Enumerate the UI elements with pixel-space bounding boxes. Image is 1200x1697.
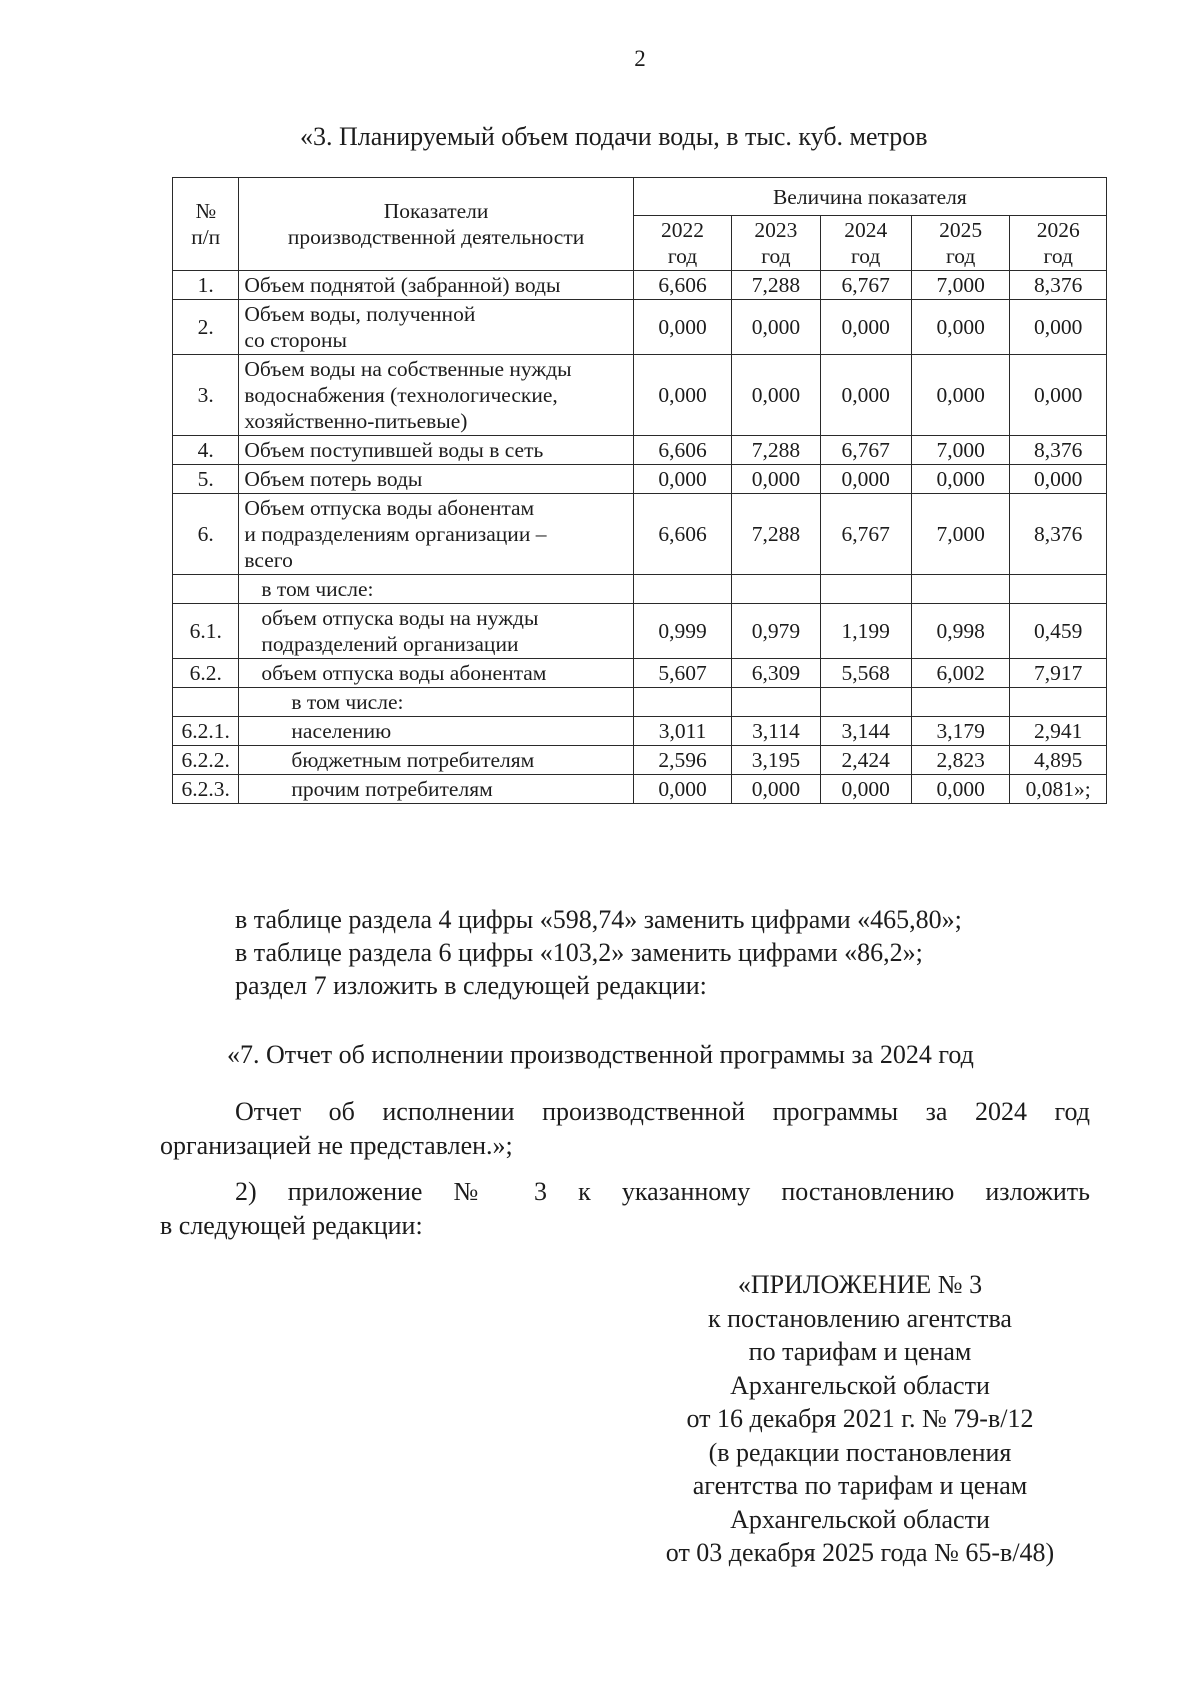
header-year-unit: год bbox=[667, 244, 698, 268]
appendix-line: «ПРИЛОЖЕНИЕ № 3 bbox=[737, 1270, 983, 1299]
row-number: 5. bbox=[173, 465, 239, 494]
row-value-2024: 5,568 bbox=[820, 659, 911, 688]
row-indicator bbox=[239, 746, 633, 775]
row-value-2023: 6,309 bbox=[732, 659, 820, 688]
row-number: 1. bbox=[173, 271, 239, 300]
row-value-2025: 6,002 bbox=[911, 659, 1010, 688]
row-value-2026 bbox=[1010, 688, 1107, 717]
row-indicator-line: со стороны bbox=[244, 328, 347, 352]
row-value-2022: 3,011 bbox=[633, 717, 732, 746]
table-row bbox=[173, 494, 1107, 575]
row-value-2023: 0,000 bbox=[732, 465, 820, 494]
row-value-2024 bbox=[820, 575, 911, 604]
row-number bbox=[173, 575, 239, 604]
row-indicator-line: Объем поднятой (забранной) воды bbox=[244, 273, 561, 297]
row-indicator bbox=[239, 436, 633, 465]
row-value-2024 bbox=[820, 688, 911, 717]
header-indicator-line1: Показатели bbox=[383, 199, 489, 223]
row-value-2022: 0,000 bbox=[633, 775, 732, 804]
row-value-2023: 3,114 bbox=[732, 717, 820, 746]
header-year-value: 2024 bbox=[844, 218, 888, 242]
row-indicator-line: Объем воды на собственные нужды bbox=[244, 357, 572, 381]
row-value-2025: 7,000 bbox=[911, 436, 1010, 465]
row-number: 6.2. bbox=[173, 659, 239, 688]
row-value-2026: 7,917 bbox=[1010, 659, 1107, 688]
row-value-2022: 0,000 bbox=[633, 355, 732, 436]
row-value-2026: 8,376 bbox=[1010, 271, 1107, 300]
amendment-section-7: раздел 7 изложить в следующей редакции: bbox=[235, 971, 707, 1000]
row-value-2025 bbox=[911, 688, 1010, 717]
header-year-unit: год bbox=[851, 244, 881, 268]
row-value-2025 bbox=[911, 575, 1010, 604]
row-value-2023: 7,288 bbox=[732, 494, 820, 575]
table-row bbox=[173, 717, 1107, 746]
section-title: «3. Планируемый объем подачи воды, в тыс. куб. метров bbox=[300, 122, 928, 151]
row-value-2023: 0,979 bbox=[732, 604, 820, 659]
header-num bbox=[173, 178, 239, 271]
row-value-2023: 3,195 bbox=[732, 746, 820, 775]
row-indicator-line: населению bbox=[291, 719, 392, 743]
water-supply-table bbox=[172, 177, 1107, 804]
item2-paragraph-line2: в следующей редакции: bbox=[160, 1211, 423, 1240]
row-value-2023: 7,288 bbox=[732, 436, 820, 465]
table-row bbox=[173, 465, 1107, 494]
row-indicator-line: водоснабжения (технологические, bbox=[244, 383, 558, 407]
row-indicator-line: Объем потерь воды bbox=[244, 467, 423, 491]
header-year-value: 2023 bbox=[754, 218, 798, 242]
header-year-unit: год bbox=[761, 244, 791, 268]
row-value-2023: 0,000 bbox=[732, 355, 820, 436]
row-value-2025: 3,179 bbox=[911, 717, 1010, 746]
row-value-2024: 6,767 bbox=[820, 271, 911, 300]
row-value-2024: 0,000 bbox=[820, 300, 911, 355]
row-value-2026: 4,895 bbox=[1010, 746, 1107, 775]
appendix-line: Архангельской области bbox=[730, 1370, 990, 1400]
row-number: 6.2.3. bbox=[173, 775, 239, 804]
row-indicator-line: в том числе: bbox=[261, 577, 374, 601]
item2-paragraph bbox=[160, 1175, 1090, 1243]
header-year-unit: год bbox=[945, 244, 976, 268]
row-number: 2. bbox=[173, 300, 239, 355]
row-value-2023: 0,000 bbox=[732, 775, 820, 804]
row-value-2023: 0,000 bbox=[732, 300, 820, 355]
row-value-2026: 2,941 bbox=[1010, 717, 1107, 746]
table-header bbox=[173, 178, 1107, 271]
row-number: 6.2.1. bbox=[173, 717, 239, 746]
row-value-2022: 6,606 bbox=[633, 271, 732, 300]
row-value-2022: 0,999 bbox=[633, 604, 732, 659]
appendix-line: от 03 декабря 2025 года № 65-в/48) bbox=[665, 1538, 1055, 1567]
row-value-2022 bbox=[633, 688, 732, 717]
section7-title: «7. Отчет об исполнении производственной программы за 2024 год bbox=[227, 1040, 974, 1069]
row-value-2024: 6,767 bbox=[820, 436, 911, 465]
row-value-2025: 0,000 bbox=[911, 355, 1010, 436]
table-body bbox=[173, 271, 1107, 804]
header-year-3 bbox=[911, 216, 1010, 271]
row-value-2023 bbox=[732, 688, 820, 717]
row-value-2022: 5,607 bbox=[633, 659, 732, 688]
header-num-line2: п/п bbox=[191, 225, 221, 249]
row-value-2026: 0,000 bbox=[1010, 355, 1107, 436]
row-value-2024: 0,000 bbox=[820, 465, 911, 494]
row-indicator-line: Объем поступившей воды в сеть bbox=[244, 438, 544, 462]
row-value-2026: 8,376 bbox=[1010, 494, 1107, 575]
appendix-line: агентства по тарифам и ценам bbox=[692, 1471, 1028, 1500]
report-paragraph-line2: организацией не представлен.»; bbox=[160, 1131, 513, 1160]
table-row bbox=[173, 775, 1107, 804]
row-value-2025: 7,000 bbox=[911, 271, 1010, 300]
row-indicator-line: бюджетным потребителям bbox=[291, 748, 535, 772]
row-indicator-line: объем отпуска воды абонентам bbox=[261, 661, 547, 685]
row-number bbox=[173, 688, 239, 717]
header-num-line1: № bbox=[195, 199, 216, 223]
header-year-unit: год bbox=[1043, 244, 1073, 268]
row-indicator bbox=[239, 494, 633, 575]
table-row bbox=[173, 575, 1107, 604]
row-indicator-line: всего bbox=[244, 548, 293, 572]
row-number: 4. bbox=[173, 436, 239, 465]
row-indicator bbox=[239, 604, 633, 659]
row-indicator bbox=[239, 659, 633, 688]
row-indicator bbox=[239, 355, 633, 436]
header-year-value: 2022 bbox=[661, 218, 705, 242]
row-value-2026: 8,376 bbox=[1010, 436, 1107, 465]
appendix-header bbox=[600, 1268, 1120, 1570]
header-year-value: 2026 bbox=[1036, 218, 1080, 242]
row-indicator-line: Объем воды, полученной bbox=[244, 302, 476, 326]
appendix-line: от 16 декабря 2021 г. № 79-в/12 bbox=[686, 1404, 1034, 1433]
row-value-2023: 7,288 bbox=[732, 271, 820, 300]
report-paragraph bbox=[160, 1095, 1090, 1163]
row-indicator bbox=[239, 465, 633, 494]
header-year-4 bbox=[1010, 216, 1107, 271]
row-value-2022: 0,000 bbox=[633, 465, 732, 494]
row-value-2025: 0,000 bbox=[911, 465, 1010, 494]
row-indicator bbox=[239, 717, 633, 746]
appendix-line: Архангельской области bbox=[730, 1504, 990, 1534]
amendments bbox=[235, 903, 962, 1002]
row-value-2024: 3,144 bbox=[820, 717, 911, 746]
row-value-2026: 0,000 bbox=[1010, 465, 1107, 494]
table-row bbox=[173, 746, 1107, 775]
table-row bbox=[173, 355, 1107, 436]
row-indicator bbox=[239, 688, 633, 717]
appendix-line: (в редакции постановления bbox=[708, 1437, 1012, 1467]
row-indicator-line: в том числе: bbox=[291, 690, 404, 714]
table-row bbox=[173, 271, 1107, 300]
table-row bbox=[173, 688, 1107, 717]
appendix-line: по тарифам и ценам bbox=[748, 1337, 972, 1366]
row-number: 3. bbox=[173, 355, 239, 436]
amendment-section-4: в таблице раздела 4 цифры «598,74» заменить цифрами «465,80»; bbox=[235, 905, 962, 934]
row-value-2026 bbox=[1010, 575, 1107, 604]
row-indicator bbox=[239, 775, 633, 804]
row-number: 6.1. bbox=[173, 604, 239, 659]
row-number: 6.2.2. bbox=[173, 746, 239, 775]
row-value-2022: 6,606 bbox=[633, 436, 732, 465]
row-value-2022: 2,596 bbox=[633, 746, 732, 775]
row-indicator-line: Объем отпуска воды абонентам bbox=[244, 496, 535, 520]
row-indicator bbox=[239, 300, 633, 355]
row-value-2022: 6,606 bbox=[633, 494, 732, 575]
row-value-2024: 1,199 bbox=[820, 604, 911, 659]
row-value-2024: 0,000 bbox=[820, 355, 911, 436]
row-value-2023 bbox=[732, 575, 820, 604]
table-row bbox=[173, 604, 1107, 659]
row-indicator bbox=[239, 575, 633, 604]
page-number: 2 bbox=[634, 46, 646, 71]
row-indicator-line: прочим потребителям bbox=[291, 777, 493, 801]
row-indicator-line: хозяйственно-питьевые) bbox=[244, 409, 468, 433]
row-value-2025: 0,000 bbox=[911, 775, 1010, 804]
header-year-value: 2025 bbox=[939, 218, 983, 242]
row-value-2026: 0,459 bbox=[1010, 604, 1107, 659]
row-value-2026: 0,000 bbox=[1010, 300, 1107, 355]
row-indicator bbox=[239, 271, 633, 300]
row-value-2025: 0,998 bbox=[911, 604, 1010, 659]
header-value-group: Величина показателя bbox=[633, 178, 1106, 216]
item2-paragraph-line1: 2) приложение № 3 к указанному постановлению изложить bbox=[235, 1177, 1090, 1206]
header-year-0 bbox=[633, 216, 732, 271]
row-value-2022 bbox=[633, 575, 732, 604]
amendment-section-6: в таблице раздела 6 цифры «103,2» заменить цифрами «86,2»; bbox=[235, 938, 923, 967]
row-value-2025: 2,823 bbox=[911, 746, 1010, 775]
header-indicator bbox=[239, 178, 633, 271]
table-row bbox=[173, 659, 1107, 688]
row-indicator-line: объем отпуска воды на нужды bbox=[261, 606, 539, 630]
row-value-2026: 0,081»; bbox=[1010, 775, 1107, 804]
row-value-2025: 7,000 bbox=[911, 494, 1010, 575]
header-year-1 bbox=[732, 216, 820, 271]
appendix-line: к постановлению агентства bbox=[708, 1303, 1012, 1333]
row-value-2024: 0,000 bbox=[820, 775, 911, 804]
table-row bbox=[173, 436, 1107, 465]
header-indicator-line2: производственной деятельности bbox=[287, 225, 585, 249]
row-value-2024: 6,767 bbox=[820, 494, 911, 575]
row-indicator-line: подразделений организации bbox=[261, 632, 519, 656]
report-paragraph-line1: Отчет об исполнении производственной программы за 2024 год bbox=[235, 1097, 1090, 1126]
table-row bbox=[173, 300, 1107, 355]
row-value-2024: 2,424 bbox=[820, 746, 911, 775]
row-value-2022: 0,000 bbox=[633, 300, 732, 355]
row-value-2025: 0,000 bbox=[911, 300, 1010, 355]
header-year-2 bbox=[820, 216, 911, 271]
row-number: 6. bbox=[173, 494, 239, 575]
row-indicator-line: и подразделениям организации – bbox=[244, 522, 547, 546]
